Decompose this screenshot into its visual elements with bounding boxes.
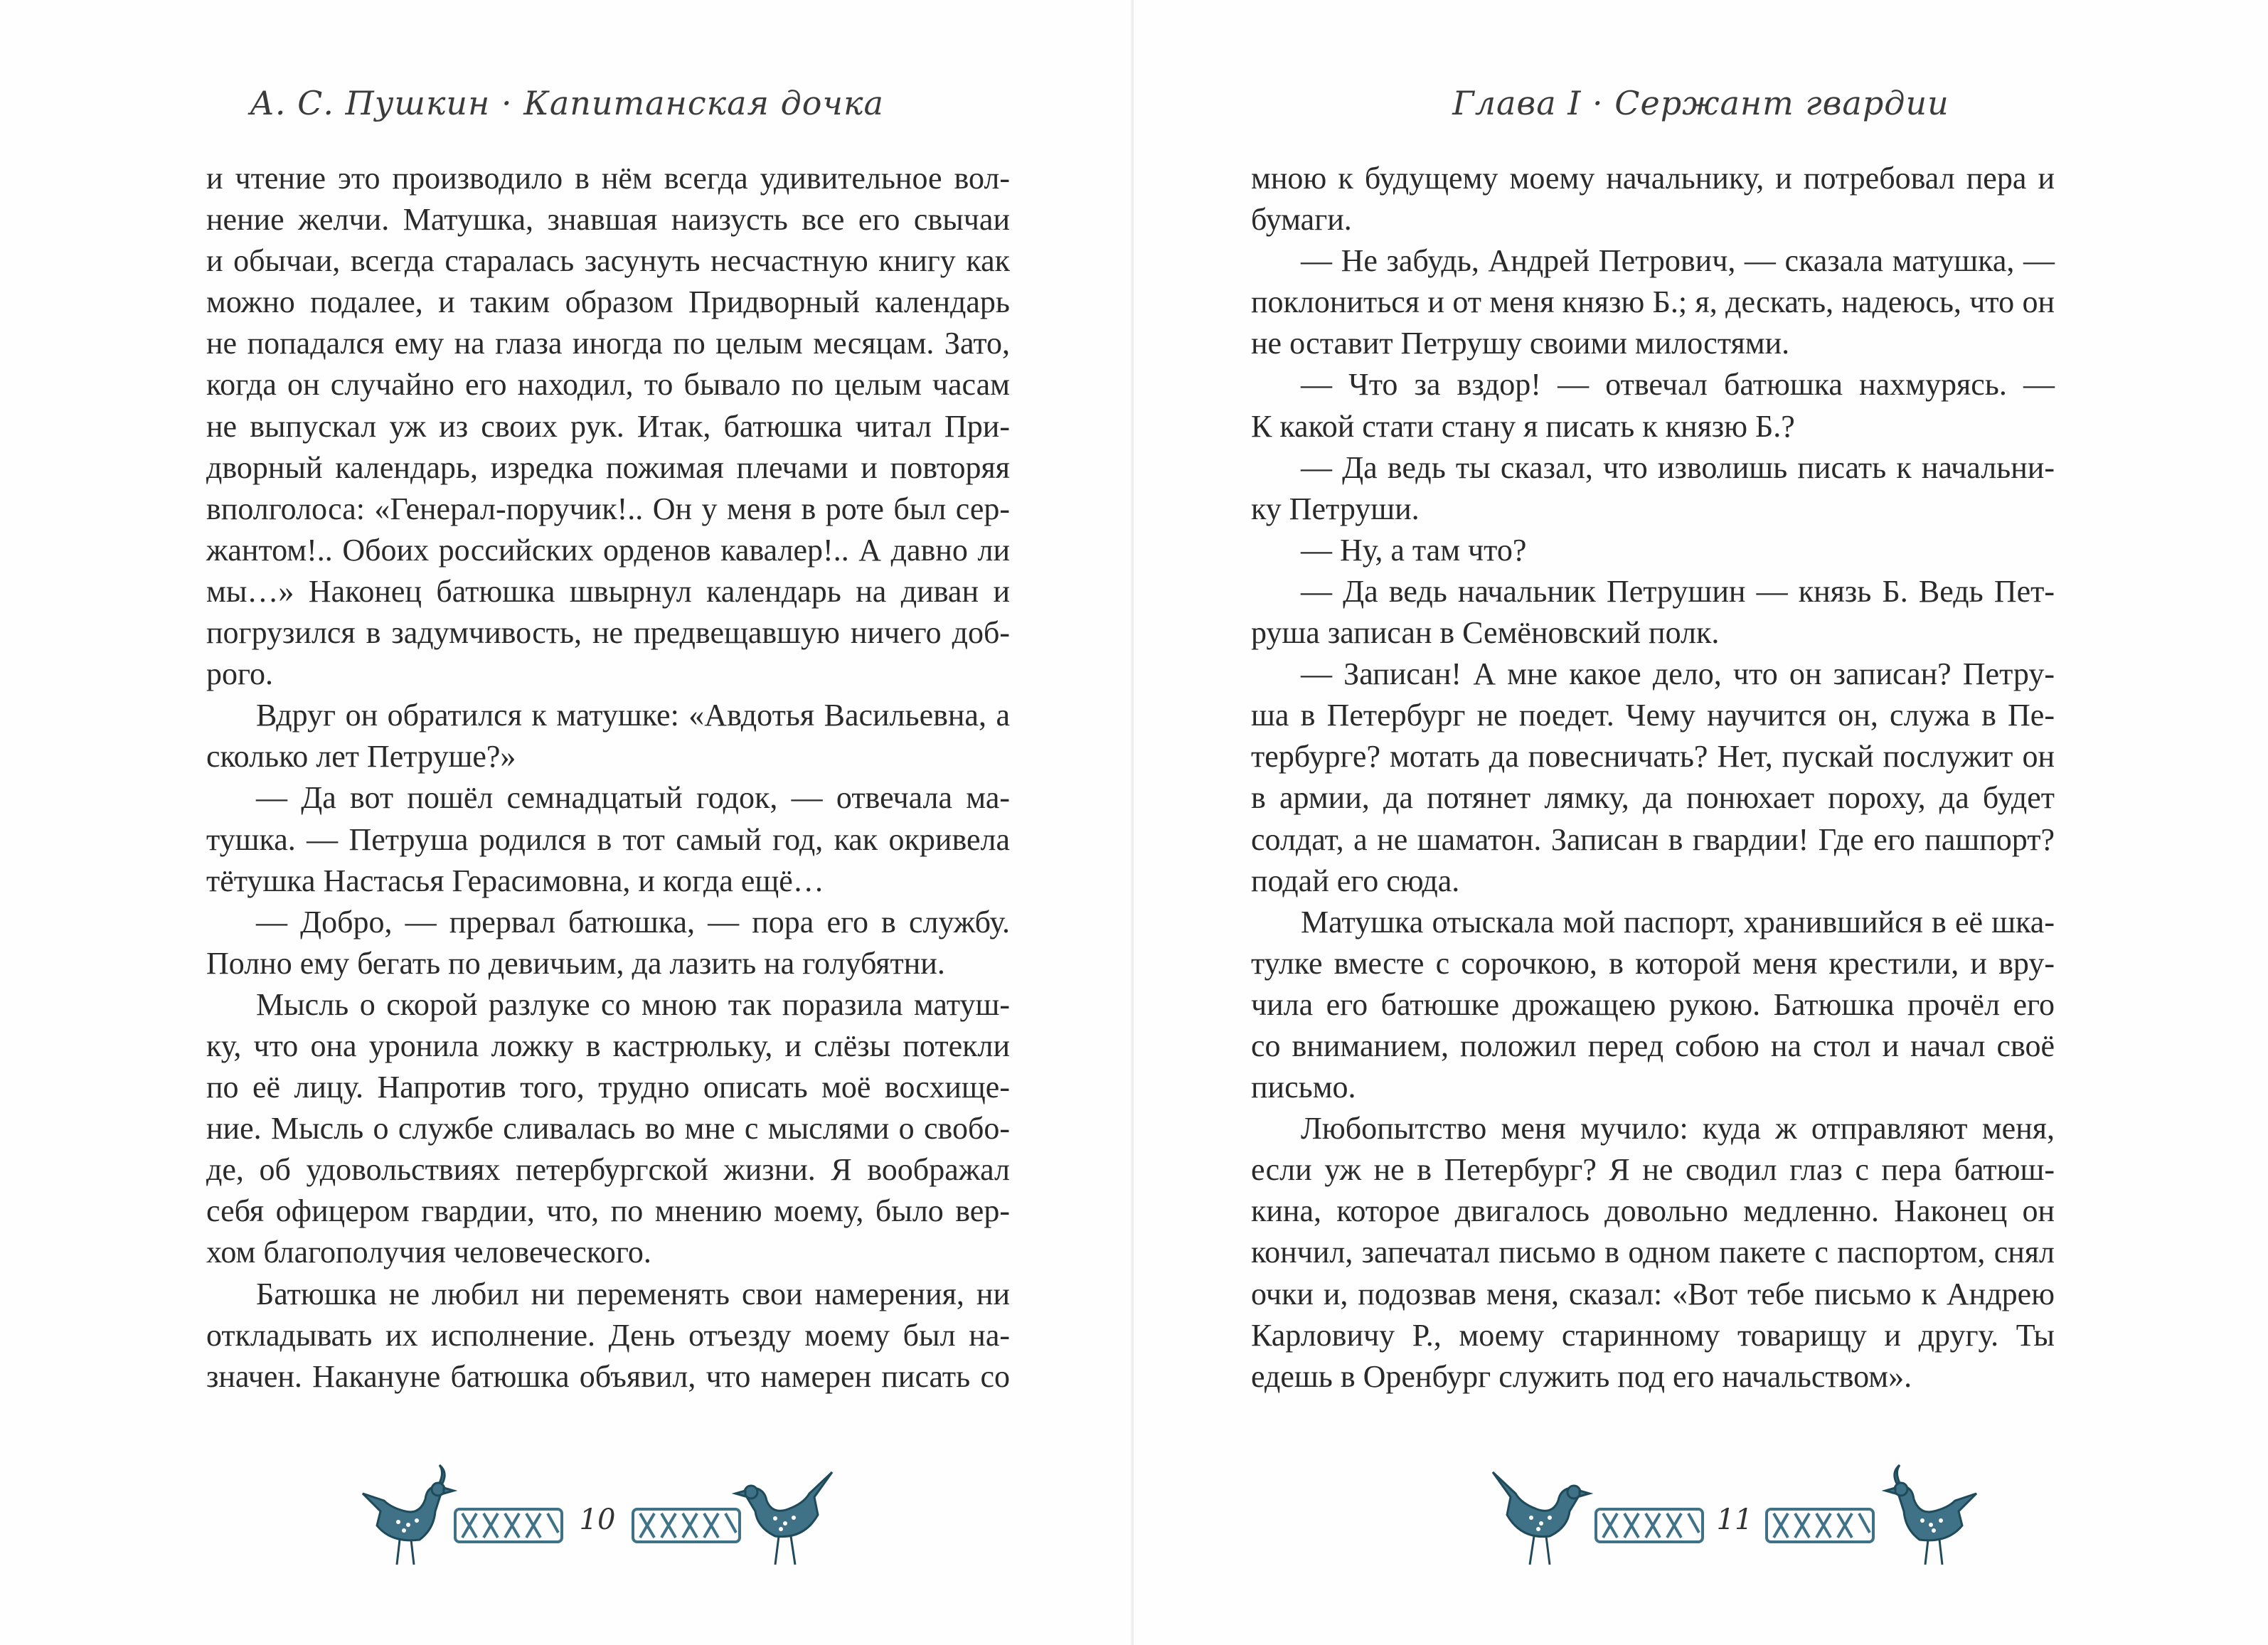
- text-line: — Добро, — прервал батюшка, — пора его в службу.: [256, 904, 1010, 939]
- text-line: тётушка Настасья Герасимовна, и когда ещё…: [206, 863, 824, 898]
- text-line: руша записан в Семёновский полк.: [1251, 615, 1720, 651]
- text-line: нение желчи. Матушка, знавшая наизусть все его свычаи: [206, 202, 1010, 238]
- text-line: поклониться и от меня князю Б.; я, дескать, надеюсь, что он: [1251, 284, 2055, 320]
- text-line: ку, что она уронила ложку в кастрюльку, и слёзы потекли: [206, 1028, 1010, 1063]
- text-line: по её лицу. Напротив того, трудно описать моё восхище-: [206, 1070, 1010, 1105]
- text-line: — Да ведь ты сказал, что изволишь писать к начальни-: [1301, 449, 2055, 485]
- text-line: ние. Мысль о службе сливалась во мне с мыслями о свобо-: [206, 1111, 1010, 1146]
- folio-ornament-left: [348, 1444, 846, 1579]
- text-line: рого.: [206, 656, 273, 692]
- text-line: Полно ему бегать по девичьим, да лазить на голубятни.: [206, 945, 945, 981]
- text-line: — Да ведь начальник Петрушин — князь Б. Ведь Пет-: [1301, 573, 2055, 609]
- text-line: Любопытство меня мучило: куда ж отправляют меня,: [1301, 1111, 2055, 1146]
- right-page: [1134, 0, 2268, 1645]
- text-line: не оставит Петрушу своими милостями.: [1251, 326, 1790, 361]
- text-line: Батюшка не любил ни переменять свои намерения, ни: [256, 1276, 1010, 1311]
- text-line: Карловичу Р., моему старинному товарищу и другу. Ты: [1251, 1317, 2055, 1353]
- text-line: в армии, да потянет лямку, да понюхает пороху, да будет: [1251, 780, 2055, 816]
- text-line: и чтение это производило в нём всегда удивительное вол-: [206, 161, 1010, 196]
- text-line: откладывать их исполнение. День отъезду моему был на-: [206, 1317, 1010, 1353]
- text-line: Вдруг он обратился к матушке: «Авдотья Васильевна, а: [256, 698, 1010, 733]
- text-line: — Да вот пошёл семнадцатый годок, — отвечала ма-: [256, 780, 1010, 816]
- text-line: дворный календарь, изредка пожимая плечами и повторяя: [206, 449, 1010, 485]
- text-line: сколько лет Петруше?»: [206, 739, 516, 774]
- page-number-left: 10: [579, 1503, 616, 1536]
- page-number-right: 11: [1716, 1503, 1753, 1536]
- text-line: если уж не в Петербург? Я не сводил глаз с пера батюш-: [1251, 1152, 2055, 1188]
- text-line: не попадался ему на глаза иногда по целым месяцам. Зато,: [206, 326, 1010, 361]
- text-line: не выпускал уж из своих рук. Итак, батюшка читал При-: [206, 408, 1010, 444]
- folio-ornament-right: [1479, 1444, 1991, 1579]
- text-line: — Ну, а там что?: [1301, 532, 1527, 568]
- text-line: подай его сюда.: [1251, 863, 1460, 898]
- text-line: очки и, подозвав меня, сказал: «Вот тебе письмо к Андрею: [1251, 1276, 2055, 1311]
- text-line: тербурге? мотать да повесничать? Нет, пускай послужит он: [1251, 739, 2055, 774]
- text-line: ша в Петербург не поедет. Чему научится он, служа в Пе-: [1251, 698, 2055, 733]
- text-line: тушка. — Петруша родился в тот самый год, как окривела: [206, 821, 1010, 857]
- text-line: тулке вместе с сорочкою, в которой меня крестили, и вру-: [1251, 945, 2055, 981]
- text-line: и обычаи, всегда старалась засунуть несчастную книгу как: [206, 243, 1010, 279]
- text-line: хом благополучия человеческого.: [206, 1235, 651, 1270]
- text-line: — Не забудь, Андрей Петрович, — сказала матушка, —: [1301, 243, 2055, 279]
- text-line: можно подалее, и таким образом Придворный календарь: [206, 284, 1010, 320]
- text-line: Мысль о скорой разлуке со мною так поразила матуш-: [256, 986, 1010, 1022]
- text-line: со вниманием, положил перед собою на стол и начал своё: [1251, 1028, 2055, 1063]
- text-line: мы…» Наконец батюшка швырнул календарь на диван и: [206, 573, 1010, 609]
- text-line: кина, которое двигалось довольно медленно. Наконец он: [1251, 1193, 2055, 1229]
- right-page-text: [1251, 158, 2055, 1398]
- text-line: кончил, запечатал письмо в одном пакете с паспортом, снял: [1251, 1235, 2055, 1270]
- text-line: вполголоса: «Генерал-поручик!.. Он у меня в роте был сер-: [206, 491, 1010, 526]
- text-line: мною к будущему моему начальнику, и потребовал пера и: [1251, 161, 2055, 196]
- running-head-right: Глава I · Сержант гвардии: [1452, 84, 1949, 122]
- text-line: письмо.: [1251, 1070, 1356, 1105]
- running-head-left: А. С. Пушкин · Капитанская дочка: [250, 84, 884, 122]
- text-line: чила его батюшке дрожащею рукою. Батюшка прочёл его: [1251, 986, 2055, 1022]
- text-line: бумаги.: [1251, 202, 1352, 238]
- text-line: когда он случайно его находил, то бывало по целым часам: [206, 367, 1010, 403]
- text-line: де, об удовольствиях петербургской жизни. Я воображал: [206, 1152, 1010, 1188]
- text-line: ку Петруши.: [1251, 491, 1420, 526]
- text-line: — Что за вздор! — отвечал батюшка нахмурясь. —: [1301, 367, 2055, 403]
- text-line: жантом!.. Обоих российских орденов кавалер!.. А давно ли: [206, 532, 1010, 568]
- left-page-text: [206, 158, 1010, 1398]
- text-line: К какой стати стану я писать к князю Б.?: [1251, 408, 1795, 444]
- text-line: Матушка отыскала мой паспорт, хранившийся в её шка-: [1301, 904, 2055, 939]
- text-line: значен. Накануне батюшка объявил, что намерен писать со: [206, 1358, 1010, 1394]
- text-line: погрузился в задумчивость, не предвещавшую ничего доб-: [206, 615, 1010, 651]
- text-line: — Записан! А мне какое дело, что он записан? Петру-: [1301, 656, 2055, 692]
- text-line: солдат, а не шаматон. Записан в гвардии! Где его пашпорт?: [1251, 821, 2055, 857]
- text-line: себя офицером гвардии, что, по мнению моему, было вер-: [206, 1193, 1010, 1229]
- text-line: едешь в Оренбург служить под его начальством».: [1251, 1358, 1912, 1394]
